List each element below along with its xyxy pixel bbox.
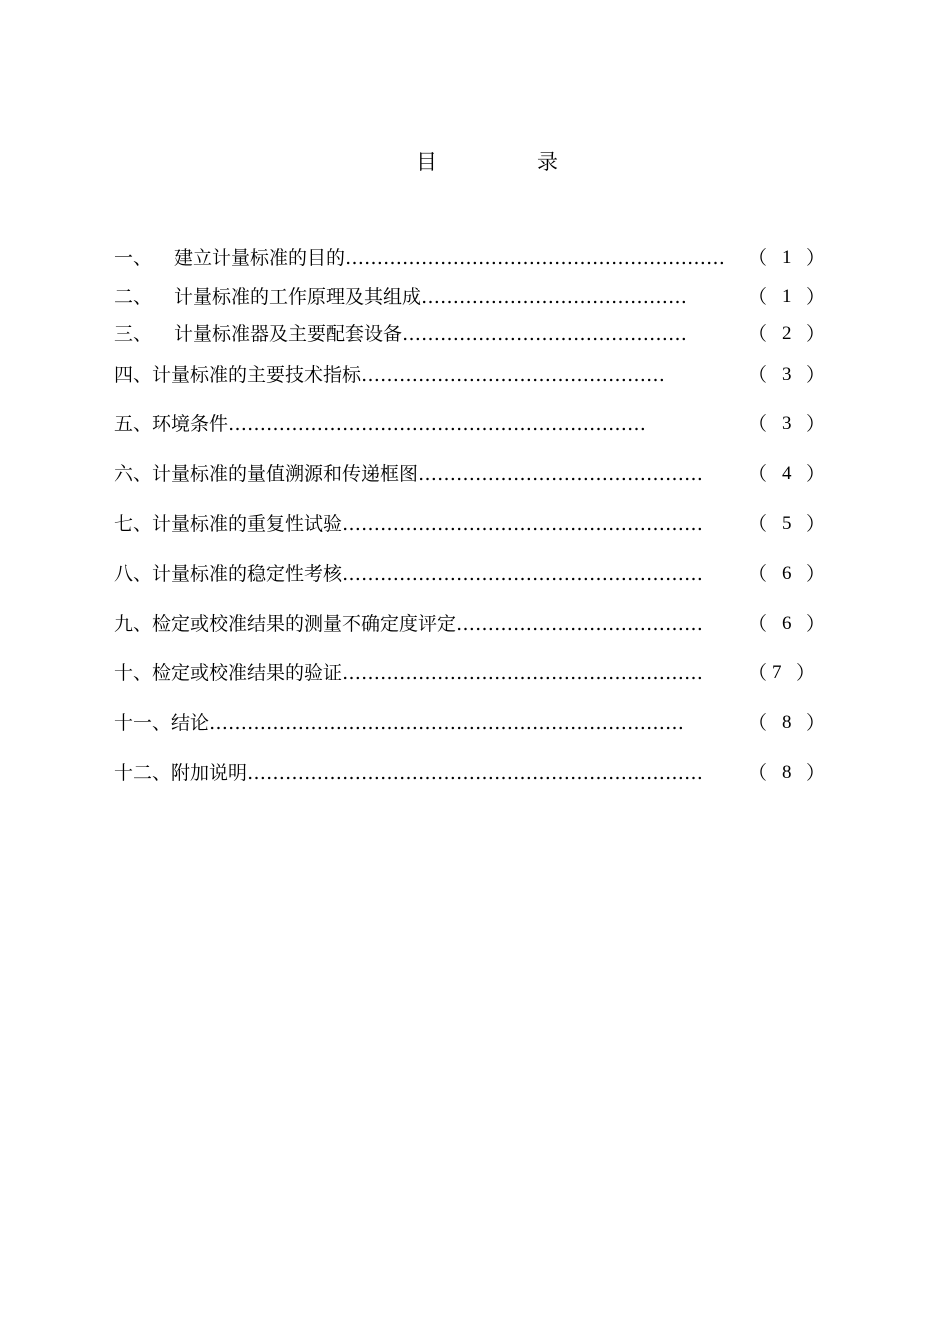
paren-close: ） xyxy=(806,563,826,585)
toc-entry-text: 环境条件 xyxy=(152,413,229,435)
toc-page-number: 8 xyxy=(782,762,792,783)
toc-leader-dots: ………………………………… xyxy=(456,613,704,635)
paren-close: ） xyxy=(806,762,826,784)
toc-leader-dots: ……………………………………………………………… xyxy=(247,762,704,784)
toc-entry-number: 九、 xyxy=(114,613,153,635)
toc-entry-text: 计量标准的量值溯源和传递框图 xyxy=(152,463,419,485)
toc-leader-dots: ………………………………………… xyxy=(361,364,666,386)
toc-entry-11[interactable] xyxy=(114,708,834,738)
toc-leader-dots: ………………………………………………… xyxy=(342,662,704,684)
toc-entry-4[interactable] xyxy=(114,360,834,390)
toc-entry-label xyxy=(114,559,734,589)
toc-entry-text: 计量标准的重复性试验 xyxy=(152,513,343,535)
toc-leader-dots: ………………………………………………………… xyxy=(228,413,647,435)
toc-entry-text: 检定或校准结果的验证 xyxy=(152,662,343,684)
toc-leader-dots: ………………………………………………………………… xyxy=(209,712,685,734)
toc-page-ref xyxy=(748,708,826,738)
paren-open: （ xyxy=(748,513,768,535)
toc-entry-number: 二、 xyxy=(114,286,153,308)
paren-close: ） xyxy=(806,613,826,635)
toc-entry-label xyxy=(114,243,734,273)
toc-entry-label xyxy=(114,459,734,489)
paren-close: ） xyxy=(806,323,826,345)
toc-entry-number: 三、 xyxy=(114,323,153,345)
paren-open: （ xyxy=(748,323,768,345)
paren-close: ） xyxy=(796,662,816,684)
toc-page-ref xyxy=(748,758,826,788)
toc-entry-number: 五、 xyxy=(114,413,153,435)
toc-entry-text: 计量标准的工作原理及其组成 xyxy=(174,286,422,308)
toc-entry-8[interactable] xyxy=(114,559,834,589)
toc-entry-3[interactable] xyxy=(114,319,834,349)
toc-page-number: 7 xyxy=(772,662,782,683)
toc-entry-2[interactable] xyxy=(114,282,834,312)
toc-leader-dots: ……………………………………… xyxy=(418,463,704,485)
toc-entry-text: 计量标准的主要技术指标 xyxy=(152,364,362,386)
paren-close: ） xyxy=(806,286,826,308)
toc-page-number: 4 xyxy=(782,463,792,484)
toc-page-ref xyxy=(748,658,820,688)
paren-open: （ xyxy=(748,364,768,386)
paren-open: （ xyxy=(748,413,768,435)
toc-entry-number: 四、 xyxy=(114,364,153,386)
toc-entry-number: 七、 xyxy=(114,513,153,535)
toc-page-number: 1 xyxy=(782,286,792,307)
toc-page-ref xyxy=(748,559,826,589)
toc-entry-text: 检定或校准结果的测量不确定度评定 xyxy=(152,613,457,635)
paren-close: ） xyxy=(806,513,826,535)
toc-leader-dots: ……………………………………… xyxy=(402,323,688,345)
toc-entry-label xyxy=(114,282,734,312)
toc-page-ref xyxy=(748,319,826,349)
toc-entry-text: 计量标准器及主要配套设备 xyxy=(174,323,403,345)
toc-page-ref xyxy=(748,282,826,312)
toc-entry-number: 六、 xyxy=(114,463,153,485)
paren-open: （ xyxy=(748,712,768,734)
toc-page-number: 2 xyxy=(782,323,792,344)
page-title xyxy=(0,146,950,178)
toc-entry-text: 计量标准的稳定性考核 xyxy=(152,563,343,585)
toc-page-ref xyxy=(748,360,826,390)
toc-entry-label xyxy=(114,509,734,539)
toc-page-number: 6 xyxy=(782,613,792,634)
toc-entry-label xyxy=(114,409,734,439)
toc-leader-dots: ………………………………………………… xyxy=(342,513,704,535)
paren-open: （ xyxy=(748,662,768,684)
paren-close: ） xyxy=(806,413,826,435)
toc-entry-number: 十二、 xyxy=(114,762,172,784)
paren-open: （ xyxy=(748,286,768,308)
toc-entry-label xyxy=(114,658,734,688)
toc-entry-label xyxy=(114,319,734,349)
toc-entry-5[interactable] xyxy=(114,409,834,439)
paren-close: ） xyxy=(806,712,826,734)
toc-entry-1[interactable] xyxy=(114,243,834,273)
toc-entry-label xyxy=(114,360,734,390)
toc-entry-10[interactable] xyxy=(114,658,834,688)
toc-entry-12[interactable] xyxy=(114,758,834,788)
toc-leader-dots: …………………………………… xyxy=(421,286,688,308)
toc-page-number: 1 xyxy=(782,247,792,268)
paren-close: ） xyxy=(806,247,826,269)
toc-entry-number: 十、 xyxy=(114,662,153,684)
title-char-mu: 目 xyxy=(416,150,437,174)
toc-entry-label xyxy=(114,609,734,639)
paren-close: ） xyxy=(806,463,826,485)
toc-page-ref xyxy=(748,609,826,639)
toc-page-ref xyxy=(748,409,826,439)
title-char-lu: 录 xyxy=(537,150,558,174)
toc-page-number: 3 xyxy=(782,364,792,385)
paren-close: ） xyxy=(806,364,826,386)
paren-open: （ xyxy=(748,247,768,269)
toc-page-ref xyxy=(748,459,826,489)
toc-entry-6[interactable] xyxy=(114,459,834,489)
toc-entry-7[interactable] xyxy=(114,509,834,539)
toc-page-number: 3 xyxy=(782,413,792,434)
toc-page-number: 5 xyxy=(782,513,792,534)
toc-entry-number: 十一、 xyxy=(114,712,172,734)
toc-entry-text: 附加说明 xyxy=(171,762,248,784)
toc-entry-text: 建立计量标准的目的 xyxy=(174,247,346,269)
paren-open: （ xyxy=(748,563,768,585)
toc-leader-dots: …………………………………………………… xyxy=(345,247,726,269)
toc-page-number: 8 xyxy=(782,712,792,733)
toc-page-ref xyxy=(748,243,826,273)
toc-entry-number: 八、 xyxy=(114,563,153,585)
paren-open: （ xyxy=(748,762,768,784)
toc-entry-text: 结论 xyxy=(171,712,210,734)
toc-entry-label xyxy=(114,708,734,738)
toc-entry-label xyxy=(114,758,734,788)
toc-leader-dots: ………………………………………………… xyxy=(342,563,704,585)
toc-entry-9[interactable] xyxy=(114,609,834,639)
toc-page-number: 6 xyxy=(782,563,792,584)
toc-page-ref xyxy=(748,509,826,539)
paren-open: （ xyxy=(748,463,768,485)
toc-entry-number: 一、 xyxy=(114,247,153,269)
paren-open: （ xyxy=(748,613,768,635)
